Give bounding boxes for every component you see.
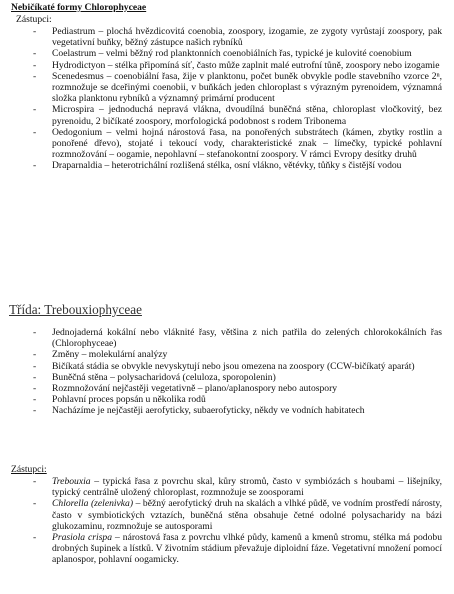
species-name: Chlorella (zelenivka) [52,498,134,510]
dash-bullet: - [33,59,37,71]
list-item: - Hydrodictyon – stélka připomíná síť, často může zaplnit malé eutrofní tůně, zoospory nebo izogamie [33,59,440,71]
class-title-trebouxiophyceae: Třída: Trebouxiophyceae [9,302,142,317]
list-item: - Microspira – jednoduchá nepravá vlákna, dvoudílná buněčná stěna, chloroplast vločkovitý, bez pyrenoidu, 2 bičíkaté zoospory, morfologická podobnost s rodem Tribonema [33,104,442,127]
list-item: - Pohlavní proces popsán u několika rodů [33,394,206,406]
chlorophyceae-representatives-list [0,26,454,172]
list-item: - Nacházíme je nejčastěji aerofyticky, subaerofyticky, někdy ve vodních habitatech [33,405,365,417]
dash-bullet: - [33,104,37,116]
representatives-label: Zástupci: [11,464,47,475]
list-item: - Buněčná stěna – polysacharidová (celuloza, sporopolenin) [33,371,276,383]
list-item: - Bičíkatá stádia se obvykle nevyskytují nebo jsou omezena na zoospory (CCW-bičíkatý aparát) [33,360,415,372]
list-item: - Trebouxia – typická řasa z povrchu skal, kůry stromů, často v symbiózách s houbami – lišejníky, typický centrálně uložený chloroplast, rozmnožuje se zoosporami [33,476,442,499]
dash-bullet: - [33,160,37,172]
list-item: - Scenedesmus – coenobiální řasa, žije v planktonu, počet buněk obvykle podle stavebního vzorce 2ⁿ, rozmnožuje se dceřinými coenobii, v buňkách jeden chloroplast s výrazným pyrenoidem, významná složka planktonu rybníků a významný primární producent [33,70,442,105]
list-item: - Oedogonium – velmi hojná nárostová řasa, na ponořených substrátech (kámen, zbytky rostlin a ponořené dřevo), stojaté i tekoucí vody, charakteristické znak – límečky, typické pohlavní rozmnožování – oogamie, nepohlavní – stefanokontní zoospory. V rámci Evropy desítky druhů [33,126,442,161]
list-item: - Coelastrum – velmi běžný rod planktonních coenobiálních řas, typické je kulovité coenobium [33,48,412,60]
dash-bullet: - [33,70,37,82]
dash-bullet: - [33,498,37,510]
dash-bullet: - [33,394,37,406]
list-item: - Změny – molekulární analýzy [33,349,168,361]
list-item: - Pediastrum – plochá hvězdicovitá coenobia, zoospory, izogamie, ze zygoty vyrůstají zoospory, pak vegetativní buňky, běžný zástupce našich rybníků [33,26,442,49]
list-item: - Rozmnožování nejčastěji vegetativně – plano/aplanospory nebo autospory [33,383,338,395]
dash-bullet: - [33,371,37,383]
list-item: - Prasiola crispa – nárostová řasa z povrchu vlhké půdy, kamenů a kmenů stromu, stélka má podobu drobných šupinek a lístků. V životním stádium převažuje diploidní fáze. Vegetativní množení pomocí aplanospor, pohlavní oogamicky. [33,532,442,566]
dash-bullet: - [33,48,37,60]
dash-bullet: - [33,126,37,138]
section-heading-nonflagellate-chlorophyceae: Nebičíkaté formy Chlorophyceae [11,2,147,13]
species-name: Prasiola crispa [52,532,113,544]
dash-bullet: - [33,26,37,37]
dash-bullet: - [33,476,37,487]
species-name: Trebouxia [52,476,91,487]
dash-bullet: - [33,360,37,372]
dash-bullet: - [33,349,37,361]
list-item: - Draparnaldia – heterotrichální rozlišená stélka, osní vlákno, větévky, tůňky s čistější vodou [33,160,402,172]
trebouxiophyceae-characteristics-list [0,327,454,417]
dash-bullet: - [33,532,37,544]
list-item: - Chlorella (zelenivka) – běžný aerofytický druh na skalách a vlhké půdě, ve vodním prostředí nárosty, často v symbiotických vztazích, buněčná stěna obsahuje četné odolné polysacharidy na bázi glukozaminu, rozmnožuje se autosporami [33,498,442,532]
dash-bullet: - [33,327,37,338]
dash-bullet: - [33,405,37,417]
trebouxiophyceae-representatives-list [0,476,454,566]
representatives-label: Zástupci: [16,14,52,25]
list-item: - Jednojaderná kokální nebo vláknité řasy, většina z nich patřila do zelených chlorokokálních řas (Chlorophyceae) [33,327,442,350]
dash-bullet: - [33,383,37,395]
